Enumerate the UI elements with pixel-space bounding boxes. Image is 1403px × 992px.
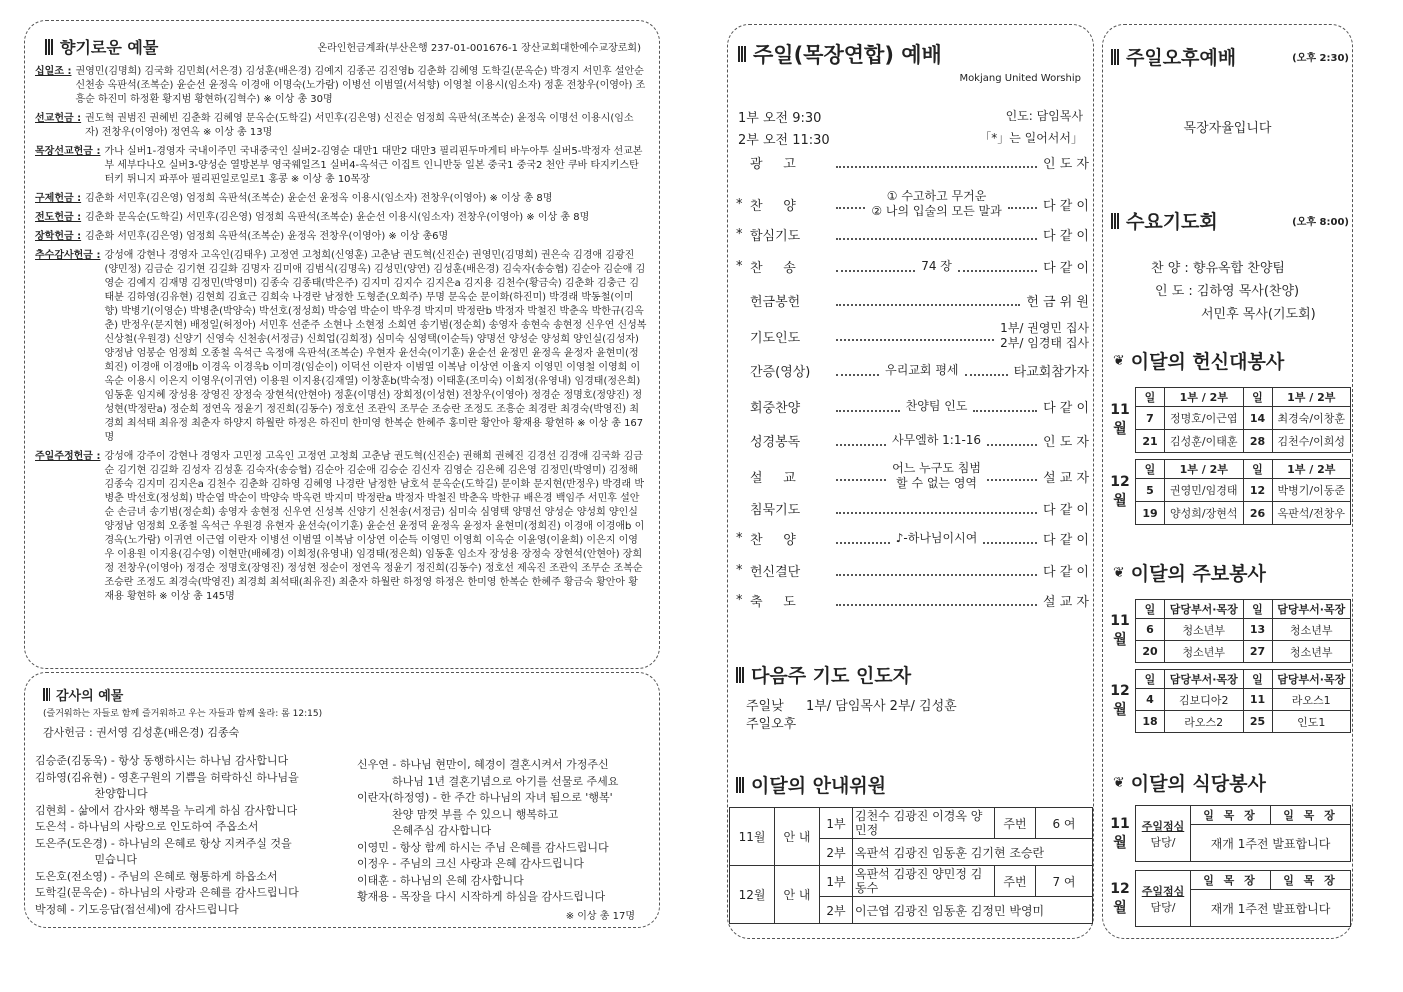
order-item: 침묵기도 bbox=[750, 503, 801, 518]
month-label bbox=[1105, 806, 1136, 862]
order-leader: 1부/ 권영민 집사 2부/ 임경태 집사 bbox=[1000, 321, 1089, 350]
usher-role: 안 내 bbox=[775, 808, 820, 866]
title-bullet-icon bbox=[738, 46, 747, 62]
order-leader: 다 같 이 bbox=[1043, 261, 1090, 276]
column-header: 일 bbox=[1243, 600, 1272, 619]
order-leader: 인 도 자 bbox=[1043, 157, 1089, 172]
table-cell: 6 bbox=[1136, 619, 1165, 641]
order-item: 성경봉독 bbox=[750, 435, 801, 450]
thanks-line: 신우연 - 하나님 현만이, 혜경이 결혼시켜서 가정주신 bbox=[357, 758, 609, 771]
order-leader: 설 교 자 bbox=[1043, 470, 1090, 486]
column-header: 담당부서·목장 bbox=[1165, 600, 1244, 619]
usher-names: 김천수 김광진 이경옥 양민정 bbox=[853, 808, 995, 839]
wednesday-leader-2: 서민후 목사(기도회) bbox=[1201, 307, 1316, 322]
table-row bbox=[1105, 502, 1351, 525]
order-row bbox=[736, 291, 1089, 310]
offering-row bbox=[35, 211, 647, 225]
offerings-box bbox=[24, 20, 660, 669]
order-leader: 다 같 이 bbox=[1043, 198, 1089, 214]
order-item: 회중찬양 bbox=[750, 401, 801, 416]
order-leader: 인 도 자 bbox=[1043, 435, 1089, 450]
table-row bbox=[1105, 619, 1351, 641]
thanks-title: 감사의 예물 bbox=[43, 685, 322, 704]
leader-dots bbox=[983, 534, 1037, 544]
standing-mark: * bbox=[736, 563, 743, 578]
flower-icon: ❦ bbox=[1113, 352, 1125, 369]
kitchen-body: 재개 1주전 발표합니다 bbox=[1191, 890, 1351, 927]
standing-mark: * bbox=[736, 196, 743, 212]
order-leader: 다 같 이 bbox=[1043, 565, 1089, 580]
column-header: 일 목 장 bbox=[1271, 806, 1351, 825]
order-leader: 헌 금 위 원 bbox=[1026, 295, 1089, 310]
wednesday-praise: 찬 양 : 향유옥합 찬양팀 bbox=[1151, 261, 1285, 276]
leader-dots bbox=[836, 331, 994, 341]
leader-dots bbox=[973, 402, 1037, 412]
thanks-line: 도학길(문옥순) - 하나님의 사랑과 은혜를 감사드립니다 bbox=[35, 886, 299, 899]
table-cell: 19 bbox=[1136, 502, 1165, 525]
month-unit: 월 bbox=[1113, 632, 1127, 648]
kitchen-table bbox=[1105, 870, 1351, 927]
offering-names: 김춘화 문옥순(도학길) 서민후(김은영) 엄정희 옥판석(조복순) 윤순선 이용시(임소자) 전창우(이영아) ※ 이상 총 8명 bbox=[85, 212, 590, 223]
column-header: 1부 / 2부 bbox=[1165, 460, 1244, 479]
bulletin-table bbox=[1105, 669, 1351, 733]
order-item: 찬 양 bbox=[750, 198, 796, 214]
table-header bbox=[1105, 388, 1351, 407]
table-cell: 14 bbox=[1243, 407, 1272, 430]
flower-icon: ❦ bbox=[1113, 564, 1125, 581]
order-item: 찬 양 bbox=[750, 533, 796, 548]
order-detail: 사무엘하 1:1-16 bbox=[891, 433, 982, 447]
leader-dots bbox=[987, 436, 1037, 446]
offering-names: 권영민(김명희) 김국화 김민희(서은경) 김성훈(배은경) 김예지 김종곤 김진영b 김춘화 김혜영 도학길(문옥순) 박경지 서민후 설안순 신천송 옥판석(조복순) 윤순선 윤정옥 이경애 이명숙(노가람) 이병선 이범열(서석향) 이영철 이용시(임소자) 정훈 전창우(이영아) 조흥순 하진미 하정환 황지범 황현하(김혁수) ※ 이상 총 30명 bbox=[75, 66, 646, 105]
offering-label: 구제헌금 : bbox=[35, 193, 82, 204]
table-cell: 13 bbox=[1243, 619, 1272, 641]
service-time-2: 2부 오전 11:30 bbox=[738, 133, 830, 148]
thanks-verse: (즐거워하는 자들로 함께 즐거워하고 우는 자들과 함께 울라: 롬 12:15) bbox=[43, 709, 323, 719]
month-label bbox=[1105, 600, 1136, 663]
table-cell: 김성훈/이태훈 bbox=[1165, 430, 1244, 453]
table-cell: 20 bbox=[1136, 641, 1165, 663]
table-cell: 인도1 bbox=[1272, 711, 1351, 733]
order-row bbox=[736, 529, 1089, 548]
table-header bbox=[1105, 600, 1351, 619]
order-row bbox=[736, 431, 1089, 450]
kitchen-title: ❦ 이달의 식당봉사 bbox=[1113, 773, 1266, 795]
month-number: 12 bbox=[1110, 474, 1130, 490]
offering-row bbox=[35, 230, 647, 244]
month-number: 11 bbox=[1110, 402, 1130, 418]
column-header: 일 목 장 bbox=[1191, 806, 1271, 825]
order-leader: 다 같 이 bbox=[1043, 533, 1089, 548]
order-row bbox=[736, 225, 1089, 244]
thanks-line: 황재용 - 목장을 다시 시작하게 하심을 감사드립니다 bbox=[357, 890, 606, 903]
thanks-column-1 bbox=[35, 753, 355, 918]
column-header: 일 목 장 bbox=[1271, 871, 1351, 890]
standing-note: 「*」는 일어서서」 bbox=[979, 131, 1083, 145]
table-cell: 4 bbox=[1136, 689, 1165, 711]
kitchen-label bbox=[1136, 871, 1191, 927]
order-row bbox=[736, 189, 1089, 219]
order-item: 축 도 bbox=[750, 595, 796, 610]
order-leader: 다 같 이 bbox=[1043, 503, 1089, 518]
order-item: 설 교 bbox=[750, 470, 796, 486]
thanks-total: ※ 이상 총 17명 bbox=[565, 911, 635, 922]
order-leader: 타교회참가자 bbox=[1013, 365, 1090, 380]
table-cell: 26 bbox=[1243, 502, 1272, 525]
offering-label: 주일주정헌금 : bbox=[35, 451, 101, 462]
leader-dots bbox=[836, 158, 1037, 168]
title-bullet-icon bbox=[45, 39, 54, 55]
column-header: 담당부서·목장 bbox=[1272, 600, 1351, 619]
month-number: 11 bbox=[1110, 815, 1130, 832]
table-row bbox=[1105, 689, 1351, 711]
prayer-title: 다음주 기도 인도자 bbox=[736, 661, 911, 688]
table-cell: 27 bbox=[1243, 641, 1272, 663]
table-cell: 청소년부 bbox=[1272, 641, 1351, 663]
thanks-line: 믿습니다 bbox=[35, 853, 137, 866]
offering-row bbox=[35, 145, 647, 187]
usher-part: 2부 bbox=[820, 839, 853, 866]
offering-names: 김춘화 서민후(김은영) 엄정희 옥판석(조복순) 윤정옥 전창우(이영아) ※ 이상 총6명 bbox=[85, 231, 449, 242]
offering-label: 선교헌금 : bbox=[35, 113, 82, 124]
order-row bbox=[736, 499, 1089, 518]
table-cell: 김보디아2 bbox=[1165, 689, 1244, 711]
usher-month: 11월 bbox=[730, 808, 775, 866]
order-row bbox=[736, 321, 1089, 351]
column-header: 일 bbox=[1243, 388, 1272, 407]
order-item: 찬 송 bbox=[750, 261, 796, 276]
flower-icon: ❦ bbox=[1113, 774, 1125, 791]
table-cell: 21 bbox=[1136, 430, 1165, 453]
afternoon-body: 목장자율입니다 bbox=[1183, 121, 1272, 136]
table-header bbox=[1105, 806, 1351, 825]
usher-part: 2부 bbox=[820, 897, 853, 924]
offering-label: 목장선교헌금 : bbox=[35, 146, 101, 157]
order-row bbox=[736, 561, 1089, 580]
leader-dots bbox=[836, 566, 1037, 576]
title-bullet-icon bbox=[736, 777, 745, 793]
usher-count: 7 여 bbox=[1036, 866, 1093, 897]
leader-dots bbox=[836, 262, 915, 272]
leader-dots bbox=[836, 534, 890, 544]
table-cell: 5 bbox=[1136, 479, 1165, 502]
order-detail: 74 장 bbox=[921, 259, 952, 273]
leader-dots bbox=[836, 436, 886, 446]
title-bullet-icon bbox=[1111, 213, 1120, 229]
column-header: 일 bbox=[1136, 670, 1165, 689]
offering-label: 전도헌금 : bbox=[35, 212, 82, 223]
offering-names: 김춘화 서민후(김은영) 엄정희 옥판석(조복순) 윤순선 윤정옥 이용시(임소자) 전창우(이영아) ※ 이상 총 8명 bbox=[85, 193, 553, 204]
devotion-table bbox=[1105, 459, 1351, 525]
table-row bbox=[1105, 407, 1351, 430]
worship-subtitle: Mokjang United Worship bbox=[959, 73, 1081, 84]
kitchen-label-1: 주일점심 bbox=[1141, 884, 1185, 898]
offering-names: 강성애 강현나 경영자 고옥인(김태우) 고정연 고청희(신영훈) 고춘남 권도혁(신진순) 권영민(김명희) 권은숙 김경애 김광진(양민정) 김금순 김기현 김길화 김명자 김미애 김범식(김명옥) 김성민(양연) 김성훈(배은경) 김숙자(송승협) 김순아 김순애 김영순 김예지 김재명 김정민(박영미) 김종숙 김종태(박은주) 김지미 김지수 김지은a 김지용 김천수(황금숙) 김춘화 김충근 김태분 김하영(김유현) 김현희 김효근 김희숙 나경란 남정한 도형준(오희주) 무명 문옥순 문이화(하진미) 박경래 박동철(이미향) 박병기(이영순) 박병춘(박양숙) 박선호(정성희) 박승엽 박순이 박우경 박지미 박정란b 박정자 박철진 박춘옥 박한규(김옥춘) 반정우(문지현) 배정일(허정아) 서민후 선준주 소현나 소현정 소희연 송기범(정순희) 송영자 송현숙 송현정 신우연 신성복 신상철(우원경) 신양기 신영숙 신천송(서정금) 신희업(김희정) 심미숙 심영택(이순득) 양명선 양성순 양성희 양인실(김성자) 양정남 엄봉순 엄정희 오종철 옥석근 옥정애 옥판석(조복순) 우현자 윤선숙(이기훈) 윤순선 윤정민 윤정옥 윤정자 윤현미(정희진) 이경애 이경애b 이경옥 이경욱b 이미경(임순이) 이덕선 이란자 이범열 이복남 이상연 이율지 이영민 이영철 이영희 이옥순 이용시 이은지 이영우(이귀연) 이용원 이지용(김재열) 이창훈b(박숙정) 이태훈(조미숙) 이희정(유영내) 임경태(정은희) 임동훈 임지혜 장성용 장영진 장정숙 장현석(안현아) 정훈(이명선) 장희정(이성현) 전창우(이영아) 정경순 정명호(정양진) 정성현(박정란a) 정순희 정연옥 정윤기 정진희(김동수) 정호선 조관익 조무순 조승란 조정도 조흥순 최경란 최경숙(박영진) 최경희 최석태 최유정 최춘자 하양지 하월란 하정은 하진미 한미영 한복순 한혜주 홍미란 황안아 황재용 황현하 ※ 이상 총 167명 bbox=[104, 250, 647, 443]
table-header bbox=[1105, 460, 1351, 479]
month-unit: 월 bbox=[1113, 493, 1127, 509]
wednesday-leader: 인 도 : 김하영 목사(찬양) bbox=[1155, 284, 1300, 299]
standing-mark: * bbox=[736, 531, 743, 546]
usher-tag: 주번 bbox=[995, 866, 1036, 897]
thanks-line: 찬양합니다 bbox=[35, 787, 148, 800]
column-header: 일 bbox=[1136, 600, 1165, 619]
thanks-box bbox=[24, 672, 660, 928]
kitchen-label-2: 담당/ bbox=[1150, 835, 1176, 849]
thanks-line: 도은호(전소영) - 주님의 은혜로 형통하게 하옵소서 bbox=[35, 869, 278, 883]
offering-names: 권도혁 권범진 권혜빈 김춘화 김혜영 문옥순(도학길) 서민후(김은영) 신진순 엄정희 옥판석(조복순) 윤정옥 이명선 이용시(임소자) 전창우(이영아) 정연옥 ※ 이상 총 13명 bbox=[85, 113, 634, 138]
order-detail: 어느 누구도 침범 할 수 없는 영역 bbox=[892, 461, 981, 490]
offering-names: 강성애 강주이 강현나 경영자 고민정 고옥인 고정연 고청희 고춘남 권도혁(신진순) 권해희 권혜진 김경선 김경애 김국화 김금순 김기현 김길화 김성자 김성훈 김숙자(송승협) 김순아 김순애 김승순 김신자 김영순 김은혜 김은영 김정민(박영미) 김정해 김종숙 김지미 김지은a 김천수 김춘화 김하영 김혜영 나경란 남정한 남호석 문옥순(도학길) 문이화 문지현(반정우) 박경래 박병춘 박선호(정성희) 박순엽 박순이 박양숙 박옥련 박지미 박정란a 박정자 박철진 박춘옥 박한규 배은경 백임주 서민후 설안순 손금녀 송기범(정순희) 송영자 송현정 신우연 신성복 신양기 신천송(서정금) 심미숙 심영택 양명선 양성순 양성희 양인실 양정남 엄정희 오종철 옥석근 우원경 유현자 윤선숙(이기훈) 윤순선 윤정덕 윤정옥 윤정자 윤현미(정희진) 이경애 이경애b 이경옥(노가람) 이귀연 이근엽 이란자 이병선 이범열 이복남 이상연 이순득 이영민 이영희 이옥순 이윤영(이윤희) 이은지 이영우 이용원 이지용(김수영) 이현만(배혜경) 이희정(유영내) 임경태(정은희) 임동훈 임소자 장성용 장정숙 장현석(안현아) 장희정 전창우(이영아) 정경순 정명호(장영진) 정성현 정순이 정연옥 정윤기 정진희(김동수) 정호선 제옥진 조관익 조무순 조복순 조승란 조정도 최경숙(박영진) 최경희 최석태(최유진) 최춘자 하월란 하정영 하정은 한미영 한복순 한혜주 황금숙 황안아 황재용 황현하 ※ 이상 총 145명 bbox=[104, 451, 645, 602]
thanks-line: 이영민 - 항상 함께 하시는 주님 은혜를 감사드립니다 bbox=[357, 840, 609, 854]
column-header: 일 bbox=[1243, 670, 1272, 689]
table-cell: 최경숙/이창훈 bbox=[1272, 407, 1351, 430]
month-number: 12 bbox=[1110, 880, 1130, 897]
leader-dots bbox=[836, 366, 879, 376]
table-cell: 정명호/이근엽 bbox=[1165, 407, 1244, 430]
offering-label: 십일조 : bbox=[35, 66, 72, 77]
table-cell: 라오스1 bbox=[1272, 689, 1351, 711]
bulletin-tables bbox=[1105, 599, 1351, 739]
thanks-line: 김현희 - 삶에서 감사와 행복을 누리게 하심 감사합니다 bbox=[35, 803, 298, 817]
order-detail: 찬양팀 인도 bbox=[905, 399, 968, 413]
order-row bbox=[736, 257, 1089, 276]
thanks-line: 이태훈 - 하나님의 은혜 감사합니다 bbox=[357, 873, 524, 887]
offering-label: 장학헌금 : bbox=[35, 231, 82, 242]
thanks-line: 박정혜 - 기도응답(접선세)에 감사드립니다 bbox=[35, 902, 239, 916]
standing-mark: * bbox=[736, 227, 743, 242]
order-row bbox=[736, 153, 1089, 172]
devotion-tables bbox=[1105, 387, 1351, 531]
ushers-title: 이달의 안내위원 bbox=[736, 771, 886, 798]
prayer-afternoon: 주일오후 bbox=[746, 717, 797, 732]
thanks-line: 찬양 맘껏 부를 수 있으니 행복하고 bbox=[357, 807, 559, 821]
leader-dots bbox=[836, 296, 1020, 306]
usher-part: 1부 bbox=[820, 866, 853, 897]
usher-row bbox=[730, 866, 1093, 897]
leader-dots bbox=[836, 596, 1037, 606]
usher-names: 옥판석 김광진 임동훈 김기현 조승란 bbox=[853, 839, 1093, 866]
column-header: 일 bbox=[1136, 388, 1165, 407]
usher-names: 이근엽 김광진 임동훈 김정민 박영미 bbox=[853, 897, 1093, 924]
worship-box bbox=[727, 24, 1094, 939]
table-cell: 박병기/이동준 bbox=[1272, 479, 1351, 502]
month-label bbox=[1105, 388, 1136, 453]
leader-dots bbox=[836, 199, 865, 209]
kitchen-body: 재개 1주전 발표합니다 bbox=[1191, 825, 1351, 862]
month-number: 11 bbox=[1110, 613, 1130, 629]
table-cell: 11 bbox=[1243, 689, 1272, 711]
ushers-table bbox=[729, 807, 1093, 924]
order-item: 헌신결단 bbox=[750, 565, 801, 580]
month-number: 12 bbox=[1110, 683, 1130, 699]
order-item: 간증(영상) bbox=[750, 365, 811, 380]
thanks-line: 도은주(도은경) - 하나님의 은혜로 항상 지켜주실 것을 bbox=[35, 836, 292, 850]
title-bullet-icon bbox=[1111, 49, 1120, 65]
order-leader: 다 같 이 bbox=[1043, 401, 1090, 416]
order-detail: 우리교회 평세 bbox=[885, 363, 959, 377]
order-detail: ♪-하나님이시여 bbox=[895, 531, 978, 545]
order-row bbox=[736, 591, 1089, 610]
usher-role: 안 내 bbox=[775, 866, 820, 924]
devotion-table bbox=[1105, 387, 1351, 453]
kitchen-table bbox=[1105, 805, 1351, 862]
leader-dots bbox=[836, 230, 1037, 240]
offering-row bbox=[35, 192, 647, 206]
order-row bbox=[736, 461, 1089, 491]
leader-dots bbox=[965, 366, 1008, 376]
leader-dots bbox=[987, 471, 1037, 481]
thanks-column-2 bbox=[357, 757, 657, 906]
order-item: 합심기도 bbox=[750, 229, 801, 244]
order-leader: 다 같 이 bbox=[1043, 229, 1089, 244]
table-cell: 라오스2 bbox=[1165, 711, 1244, 733]
month-unit: 월 bbox=[1113, 834, 1127, 851]
right-box bbox=[1102, 24, 1353, 939]
thanks-offering-line: 감사헌금 : 권서영 김성훈(배은경) 김종숙 bbox=[43, 726, 240, 739]
table-header bbox=[1105, 871, 1351, 890]
order-item: 기도인도 bbox=[750, 330, 801, 346]
column-header: 일 bbox=[1136, 460, 1165, 479]
column-header: 일 bbox=[1243, 460, 1272, 479]
devotion-title: ❦ 이달의 헌신대봉사 bbox=[1113, 351, 1285, 373]
kitchen-label-1: 주일점심 bbox=[1141, 819, 1185, 833]
leader-dots bbox=[836, 471, 886, 481]
month-label bbox=[1105, 871, 1136, 927]
table-cell: 28 bbox=[1243, 430, 1272, 453]
order-row bbox=[736, 361, 1089, 380]
title-bullet-icon bbox=[43, 688, 50, 701]
column-header: 담당부서·목장 bbox=[1165, 670, 1244, 689]
table-cell: 7 bbox=[1136, 407, 1165, 430]
afternoon-title: 주일오후예배 (오후 2:30) bbox=[1111, 43, 1349, 70]
offerings-title: 향기로운 예물 bbox=[45, 35, 158, 58]
prayer-sunday: 주일낮 1부/ 담임목사 2부/ 김성훈 bbox=[746, 699, 957, 714]
column-header: 1부 / 2부 bbox=[1272, 460, 1351, 479]
title-bullet-icon bbox=[736, 667, 745, 683]
table-row bbox=[1105, 711, 1351, 733]
column-header: 1부 / 2부 bbox=[1272, 388, 1351, 407]
table-cell: 권영민/임경태 bbox=[1165, 479, 1244, 502]
table-cell: 12 bbox=[1243, 479, 1272, 502]
offering-row bbox=[35, 112, 647, 140]
table-row bbox=[1105, 641, 1351, 663]
bulletin-table bbox=[1105, 599, 1351, 663]
standing-mark: * bbox=[736, 593, 743, 608]
month-label bbox=[1105, 670, 1136, 733]
month-unit: 월 bbox=[1113, 421, 1127, 437]
table-row bbox=[1105, 479, 1351, 502]
usher-month: 12월 bbox=[730, 866, 775, 924]
standing-mark: * bbox=[736, 259, 743, 274]
table-cell: 25 bbox=[1243, 711, 1272, 733]
offering-label: 추수감사헌금 : bbox=[35, 250, 101, 261]
bulletin-title: ❦ 이달의 주보봉사 bbox=[1113, 563, 1266, 585]
leader-dots bbox=[1008, 199, 1037, 209]
table-cell: 청소년부 bbox=[1165, 619, 1244, 641]
usher-names: 옥판석 김광진 양민정 김동수 bbox=[853, 866, 995, 897]
table-cell: 김천수/이희성 bbox=[1272, 430, 1351, 453]
table-row bbox=[1105, 430, 1351, 453]
offering-row bbox=[35, 65, 647, 107]
column-header: 일 목 장 bbox=[1191, 871, 1271, 890]
wednesday-title: 수요기도회 (오후 8:00) bbox=[1111, 207, 1349, 234]
table-cell: 청소년부 bbox=[1272, 619, 1351, 641]
usher-count: 6 여 bbox=[1036, 808, 1093, 839]
leader-dots bbox=[958, 262, 1037, 272]
column-header: 담당부서·목장 bbox=[1272, 670, 1351, 689]
usher-tag: 주번 bbox=[995, 808, 1036, 839]
usher-part: 1부 bbox=[820, 808, 853, 839]
offering-row bbox=[35, 249, 647, 445]
order-detail: ① 수고하고 무거운 ② 나의 입술의 모든 말과 bbox=[871, 189, 1002, 218]
month-label bbox=[1105, 460, 1136, 525]
table-cell: 18 bbox=[1136, 711, 1165, 733]
offering-row bbox=[35, 450, 647, 604]
account-info: 온라인헌금계좌(부산은행 237-01-001676-1 장산교회대한예수교장로회) bbox=[317, 43, 641, 54]
leader-dots bbox=[836, 402, 900, 412]
month-unit: 월 bbox=[1113, 702, 1127, 718]
table-cell: 옥판석/전창우 bbox=[1272, 502, 1351, 525]
table-header bbox=[1105, 670, 1351, 689]
table-cell: 양성희/장현석 bbox=[1165, 502, 1244, 525]
kitchen-label-2: 담당/ bbox=[1150, 900, 1176, 914]
thanks-line: 이정우 - 주님의 크신 사랑과 은혜 감사드립니다 bbox=[357, 857, 584, 870]
thanks-line: 김승준(김동욱) - 항상 동행하시는 하나님 감사합니다 bbox=[35, 754, 289, 767]
column-header: 1부 / 2부 bbox=[1165, 388, 1244, 407]
thanks-line: 하나님 1년 결혼기념으로 아기를 선물로 주세요 bbox=[357, 774, 619, 788]
offering-list bbox=[35, 65, 647, 609]
thanks-line: 이란자(하정영) - 한 주간 하나님의 자녀 됨으로 '행복' bbox=[357, 791, 613, 804]
offering-names: 가나 실버1-경영자 국내이주민 국내중국인 실버2-김영순 대만1 대만2 대만3 필리핀두마게티 바누아투 실버5-박정자 선교본부 세부다나오 실버3-양성순 열방본부 영국웨일즈1 실버4-옥석근 이집트 인니반둥 일본 중국1 중국2 천안 쿠바 타지키스탄 터키 튀니지 파푸아 필리핀일로일로1 홍콩 ※ 이상 총 10목장 bbox=[104, 146, 643, 185]
thanks-line: 은혜주심 감사합니다 bbox=[357, 824, 492, 837]
order-leader: 설 교 자 bbox=[1043, 595, 1089, 610]
thanks-line: 도은석 - 하나님의 사랑으로 인도하여 주옵소서 bbox=[35, 820, 259, 833]
month-unit: 월 bbox=[1113, 899, 1127, 916]
order-row bbox=[736, 397, 1089, 416]
usher-row bbox=[730, 808, 1093, 839]
table-cell: 청소년부 bbox=[1165, 641, 1244, 663]
service-leader: 인도: 담임목사 bbox=[1005, 109, 1083, 123]
thanks-line: 김하영(김유현) - 영혼구원의 기쁨을 허락하신 하나님을 bbox=[35, 770, 299, 784]
kitchen-label bbox=[1136, 806, 1191, 862]
leader-dots bbox=[836, 504, 1037, 514]
kitchen-tables bbox=[1105, 805, 1351, 935]
service-time-1: 1부 오전 9:30 bbox=[738, 111, 822, 126]
order-item: 광 고 bbox=[750, 157, 796, 172]
order-item: 헌금봉헌 bbox=[750, 295, 801, 310]
worship-title: 주일(목장연합) 예배 bbox=[738, 39, 942, 69]
